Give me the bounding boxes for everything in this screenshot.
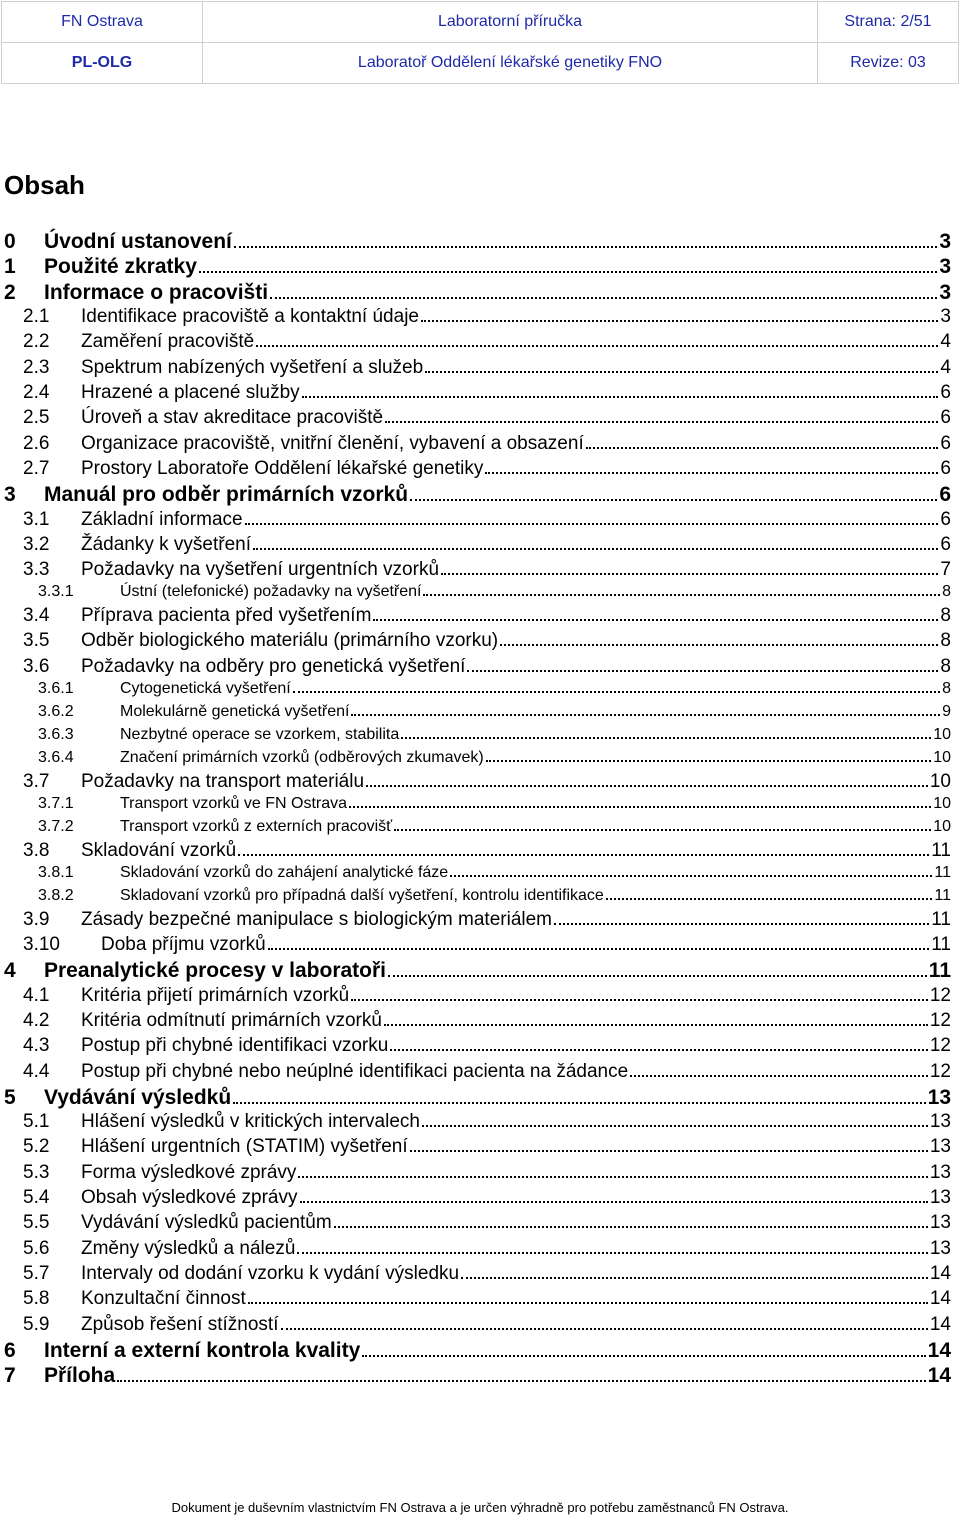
toc-entry[interactable]	[0, 1187, 951, 1209]
toc-entry-page: 12	[929, 984, 951, 1006]
header-code: PL-OLG	[2, 43, 203, 84]
toc-entry[interactable]	[0, 1086, 951, 1110]
toc-entry-number: 3.1	[23, 508, 50, 530]
toc-entry-title: Postup při chybné identifikaci vzorku	[81, 1035, 389, 1057]
toc-leader-dots	[390, 1035, 928, 1051]
toc-leader-dots	[238, 840, 929, 856]
toc-entry[interactable]	[0, 934, 951, 956]
toc-entry-number: 3.6.4	[38, 748, 74, 766]
toc-entry-page: 3	[940, 306, 951, 328]
toc-entry-number: 4	[4, 959, 16, 983]
toc-entry[interactable]	[0, 1060, 951, 1082]
toc-entry-page: 6	[940, 407, 951, 429]
toc-leader-dots	[302, 382, 939, 398]
toc-entry-number: 5.2	[23, 1136, 50, 1158]
toc-entry-number: 2.7	[23, 457, 50, 479]
toc-entry-page: 13	[929, 1161, 951, 1183]
toc-entry[interactable]	[0, 534, 951, 556]
toc-entry-page: 4	[940, 356, 951, 378]
toc-entry-title: Hrazené a placené služby	[81, 382, 300, 404]
toc-entry-number: 3.7.1	[38, 794, 74, 812]
toc-entry-number: 3.7	[23, 770, 50, 792]
toc-entry[interactable]	[0, 959, 951, 983]
toc-entry[interactable]	[0, 281, 951, 305]
toc-leader-dots	[268, 934, 930, 950]
toc-entry-number: 5.5	[23, 1212, 50, 1234]
toc-entry-page: 11	[928, 959, 951, 983]
toc-leader-dots	[351, 984, 928, 1000]
toc-entry-title: Způsob řešení stížností	[81, 1313, 279, 1335]
toc-entry-number: 5.8	[23, 1288, 50, 1310]
toc-entry-number: 2	[4, 280, 16, 304]
toc-entry[interactable]	[0, 1212, 951, 1234]
toc-leader-dots	[500, 630, 938, 646]
toc-entry-title: Použité zkratky	[44, 255, 197, 279]
toc-entry-title: Konzultační činnost	[81, 1288, 246, 1310]
toc-entry[interactable]	[0, 1136, 951, 1158]
toc-entry-title: Požadavky na transport materiálu	[81, 770, 365, 792]
toc-entry-title: Transport vzorků ve FN Ostrava	[120, 794, 348, 812]
toc-entry-number: 3.6.3	[38, 725, 74, 743]
toc-leader-dots	[554, 909, 929, 925]
toc-entry-number: 4.4	[23, 1060, 50, 1082]
toc-entry[interactable]	[0, 1339, 951, 1363]
toc-entry-page: 12	[929, 1035, 951, 1057]
toc-entry[interactable]	[0, 702, 951, 721]
toc-entry[interactable]	[0, 1237, 951, 1259]
toc-entry-number: 3	[4, 483, 16, 506]
toc-entry-title: Úvodní ustanovení	[44, 230, 232, 253]
toc-entry-title: Nezbytné operace se vzorkem, stabilita	[120, 725, 400, 743]
toc-entry-page: 9	[942, 702, 951, 720]
toc-entry[interactable]	[0, 407, 951, 429]
toc-entry[interactable]	[0, 630, 951, 652]
toc-entry-number: 2.1	[23, 306, 50, 328]
toc-entry-number: 3.9	[23, 908, 50, 930]
toc-entry-title: Značení primárních vzorků (odběrových zkumavek)	[120, 748, 484, 766]
toc-entry-title: Informace o pracovišti	[44, 280, 269, 304]
toc-entry-number: 5	[4, 1085, 16, 1109]
toc-entry-title: Forma výsledkové zprávy	[81, 1161, 297, 1183]
toc-entry-number: 3.6.2	[38, 702, 74, 720]
toc-leader-dots	[298, 1162, 927, 1178]
toc-entry[interactable]	[0, 656, 951, 678]
toc-entry-title: Preanalytické procesy v laboratoři	[44, 959, 386, 983]
toc-entry-page: 11	[934, 886, 951, 904]
toc-entry-number: 3.3.1	[38, 582, 74, 600]
toc-entry-title: Organizace pracoviště, vnitřní členění, vybavení a obsazení	[81, 432, 584, 454]
toc-leader-dots	[394, 817, 931, 831]
toc-entry-number: 3.2	[23, 533, 50, 555]
toc-entry-title: Požadavky na odběry pro genetická vyšetření	[81, 655, 466, 677]
toc-leader-dots	[300, 1187, 928, 1203]
toc-leader-dots	[233, 1086, 925, 1104]
toc-entry-title: Základní informace	[81, 508, 243, 530]
toc-entry-title: Zásady bezpečné manipulace s biologickým materiálem	[81, 908, 553, 930]
toc-leader-dots	[366, 771, 928, 787]
toc-leader-dots	[385, 407, 938, 423]
toc-entry-number: 0	[4, 230, 16, 253]
toc-entry-number: 3.8	[23, 839, 50, 861]
toc-entry-title: Hlášení urgentních (STATIM) vyšetření	[81, 1136, 408, 1158]
toc-entry[interactable]	[0, 771, 951, 793]
toc-leader-dots	[586, 432, 939, 448]
toc-entry-title: Úroveň a stav akreditace pracoviště	[81, 407, 384, 429]
toc-entry-number: 3.3	[23, 559, 50, 581]
toc-entry-title: Kritéria přijetí primárních vzorků	[81, 984, 350, 1006]
toc-entry-page: 11	[931, 934, 951, 956]
toc-entry-number: 3.6.1	[38, 679, 74, 697]
toc-entry-page: 14	[929, 1288, 951, 1310]
toc-entry-page: 13	[929, 1136, 951, 1158]
toc-entry-number: 4.1	[23, 984, 50, 1006]
toc-entry-page: 14	[927, 1338, 951, 1362]
header-title: Laboratorní příručka	[203, 2, 818, 43]
footer-note: Dokument je duševním vlastnictvím FN Ostrava a je určen výhradně pro potřebu zaměstnanců FN Ostrava.	[171, 1500, 789, 1515]
header-revision: Revize: 03	[818, 43, 959, 84]
toc-entry-page: 10	[933, 725, 951, 743]
toc-entry[interactable]	[0, 1010, 951, 1032]
toc-entry-page: 4	[940, 331, 951, 353]
toc-leader-dots	[334, 1212, 928, 1228]
toc-entry-page: 3	[939, 230, 951, 253]
header-subtitle: Laboratoř Oddělení lékařské genetiky FNO	[203, 43, 818, 84]
toc-entry-page: 10	[933, 817, 951, 835]
toc-entry-title: Interní a externí kontrola kvality	[44, 1338, 361, 1362]
toc-entry-page: 6	[940, 432, 951, 454]
toc-entry-page: 13	[927, 1085, 951, 1109]
toc-entry-title: Hlášení výsledků v kritických intervalech	[81, 1111, 420, 1133]
toc-leader-dots	[297, 1237, 927, 1253]
toc-entry-title: Obsah výsledkové zprávy	[81, 1187, 298, 1209]
toc-entry-page: 14	[929, 1313, 951, 1335]
toc-entry-page: 13	[929, 1237, 951, 1259]
toc-entry-page: 14	[927, 1363, 951, 1387]
toc-entry-number: 2.2	[23, 331, 50, 353]
toc-entry[interactable]	[0, 984, 951, 1006]
toc-leader-dots	[248, 1288, 928, 1304]
toc-entry-number: 5.4	[23, 1187, 50, 1209]
toc-entry-number: 3.8.1	[38, 863, 74, 881]
toc-leader-dots	[486, 748, 932, 762]
toc-entry-page: 12	[929, 1060, 951, 1082]
toc-entry-title: Vydávání výsledků	[44, 1085, 232, 1109]
toc-entry-number: 5.9	[23, 1313, 50, 1335]
toc-entry-title: Skladování vzorků do zahájení analytické fáze	[120, 863, 449, 881]
toc-leader-dots	[422, 1111, 928, 1127]
toc-entry[interactable]	[0, 357, 951, 379]
toc-entry-title: Postup při chybné nebo neúplné identifikaci pacienta na žádance	[81, 1060, 629, 1082]
toc-entry-title: Vydávání výsledků pacientům	[81, 1212, 332, 1234]
toc-entry-page: 8	[942, 679, 951, 697]
toc-leader-dots	[441, 559, 938, 575]
toc-entry[interactable]	[0, 1111, 951, 1133]
toc-entry[interactable]	[0, 1364, 951, 1388]
toc-entry-title: Spektrum nabízených vyšetření a služeb	[81, 356, 424, 378]
toc-leader-dots	[425, 357, 938, 373]
toc-leader-dots	[606, 886, 933, 900]
toc-entry[interactable]	[0, 748, 951, 767]
toc-entry-number: 2.3	[23, 356, 50, 378]
toc-leader-dots	[362, 1339, 925, 1357]
toc-entry-number: 6	[4, 1338, 16, 1362]
toc-entry-title: Příprava pacienta před vyšetřením	[81, 605, 372, 627]
toc-entry-page: 11	[934, 863, 951, 881]
toc-leader-dots	[199, 256, 937, 274]
toc-entry-page: 8	[940, 605, 951, 627]
toc-entry-page: 8	[940, 630, 951, 652]
toc-entry[interactable]	[0, 508, 951, 530]
toc-leader-dots	[384, 1010, 928, 1026]
toc-entry[interactable]	[0, 230, 951, 254]
toc-entry-number: 4.3	[23, 1035, 50, 1057]
toc-leader-dots	[450, 863, 932, 877]
toc-entry-title: Molekulárně genetická vyšetření	[120, 702, 350, 720]
toc-entry-page: 8	[942, 582, 951, 600]
toc-title: Obsah	[4, 170, 85, 200]
toc-leader-dots	[410, 1136, 928, 1152]
toc-leader-dots	[270, 281, 937, 299]
toc-entry-title: Kritéria odmítnutí primárních vzorků	[81, 1009, 382, 1031]
toc-entry-page: 13	[929, 1111, 951, 1133]
toc-entry-page: 3	[939, 280, 951, 304]
toc-entry-number: 1	[4, 255, 16, 279]
toc-leader-dots	[388, 959, 927, 977]
toc-entry[interactable]	[0, 679, 951, 698]
header-page: Strana: 2/51	[818, 2, 959, 43]
toc-leader-dots	[421, 306, 938, 322]
toc-entry[interactable]	[0, 1035, 951, 1057]
toc-entry[interactable]	[0, 458, 951, 480]
toc-leader-dots	[117, 1364, 925, 1382]
toc-entry-number: 2.5	[23, 407, 50, 429]
toc-entry[interactable]	[0, 1313, 951, 1335]
toc-entry-number: 3.10	[23, 934, 60, 956]
toc-entry[interactable]	[0, 432, 951, 454]
toc-entry[interactable]	[0, 1263, 951, 1285]
toc-leader-dots	[281, 1313, 928, 1329]
toc-entry[interactable]	[0, 331, 951, 353]
toc-entry[interactable]	[0, 886, 951, 905]
toc-entry[interactable]	[0, 1288, 951, 1310]
toc-entry-page: 6	[940, 533, 951, 555]
document-header	[0, 0, 960, 84]
toc-leader-dots	[253, 534, 938, 550]
toc-entry-page: 3	[939, 255, 951, 279]
toc-entry[interactable]	[0, 605, 951, 627]
toc-entry[interactable]	[0, 794, 951, 813]
toc-entry-title: Odběr biologického materiálu (primárního vzorku)	[81, 630, 499, 652]
toc-entry[interactable]	[0, 255, 951, 279]
toc-entry-number: 3.5	[23, 630, 50, 652]
toc-entry[interactable]	[0, 1162, 951, 1184]
toc-entry-page: 6	[940, 457, 951, 479]
toc-entry-number: 5.1	[23, 1111, 50, 1133]
toc-leader-dots	[373, 605, 938, 621]
toc-entry-title: Identifikace pracoviště a kontaktní údaje	[81, 306, 419, 328]
toc-entry-title: Transport vzorků z externích pracovišť	[120, 817, 393, 835]
toc-entry-number: 2.6	[23, 432, 50, 454]
toc-entry-title: Doba příjmu vzorků	[101, 934, 266, 956]
toc-entry-page: 8	[940, 655, 951, 677]
toc-entry-title: Cytogenetická vyšetření	[120, 679, 291, 697]
toc-entry-title: Příloha	[44, 1363, 116, 1387]
toc-entry-number: 5.7	[23, 1262, 50, 1284]
toc-entry[interactable]	[0, 725, 951, 744]
toc-entry-page: 11	[931, 839, 951, 861]
toc-entry-number: 4.2	[23, 1009, 50, 1031]
toc-entry-page: 12	[929, 1009, 951, 1031]
toc-entry-number: 2.4	[23, 382, 50, 404]
toc-entry-title: Skladování vzorků	[81, 839, 237, 861]
toc-entry-title: Zaměření pracoviště	[81, 331, 255, 353]
toc-entry-title: Žádanky k vyšetření	[81, 533, 252, 555]
toc-entry[interactable]	[0, 909, 951, 931]
toc-leader-dots	[485, 458, 938, 474]
toc-entry-title: Intervaly od dodání vzorku k vydání výsledku	[81, 1262, 460, 1284]
toc-leader-dots	[423, 582, 940, 596]
toc-entry-number: 7	[4, 1363, 16, 1387]
toc-entry-title: Manuál pro odběr primárních vzorků	[44, 483, 409, 506]
toc-entry-title: Ústní (telefonické) požadavky na vyšetření	[120, 582, 422, 600]
toc-leader-dots	[234, 230, 937, 248]
toc-entry-page: 6	[940, 508, 951, 530]
toc-entry[interactable]	[0, 817, 951, 836]
toc-entry-page: 14	[929, 1262, 951, 1284]
toc-entry-page: 7	[940, 559, 951, 581]
toc-entry-number: 5.6	[23, 1237, 50, 1259]
toc-leader-dots	[401, 725, 931, 739]
toc-leader-dots	[461, 1263, 928, 1279]
toc-entry-page: 10	[933, 748, 951, 766]
toc-entry-title: Požadavky na vyšetření urgentních vzorků	[81, 559, 440, 581]
toc-leader-dots	[410, 483, 937, 501]
toc-entry-page: 6	[940, 382, 951, 404]
toc-leader-dots	[630, 1060, 928, 1076]
toc-entry[interactable]	[0, 582, 951, 601]
toc-entry-page: 10	[933, 794, 951, 812]
toc-leader-dots	[256, 331, 938, 347]
toc-entry-title: Skladovaní vzorků pro případná další vyšetření, kontrolu identifikace	[120, 886, 604, 904]
toc-entry-number: 3.8.2	[38, 886, 74, 904]
toc-entry-page: 11	[931, 908, 951, 930]
toc-leader-dots	[245, 508, 939, 524]
toc-entry-number: 3.7.2	[38, 817, 74, 835]
toc-entry-page: 13	[929, 1212, 951, 1234]
toc-entry-title: Změny výsledků a nálezů	[81, 1237, 296, 1259]
toc-entry-page: 13	[929, 1187, 951, 1209]
toc-entry[interactable]	[0, 382, 951, 404]
toc-entry-number: 3.4	[23, 605, 50, 627]
toc-entry-title: Prostory Laboratoře Oddělení lékařské genetiky	[81, 457, 484, 479]
toc-leader-dots	[349, 794, 931, 808]
toc-entry[interactable]	[0, 306, 951, 328]
toc-entry-page: 10	[929, 770, 951, 792]
toc-leader-dots	[467, 656, 938, 672]
toc-entry-number: 5.3	[23, 1161, 50, 1183]
toc-entry-page: 6	[939, 483, 951, 506]
header-org: FN Ostrava	[2, 2, 203, 43]
toc-entry-number: 3.6	[23, 655, 50, 677]
toc-leader-dots	[351, 702, 940, 716]
toc-entry[interactable]	[0, 559, 951, 581]
toc-entry[interactable]	[0, 840, 951, 862]
toc-entry[interactable]	[0, 863, 951, 882]
header-table	[1, 1, 959, 84]
toc-leader-dots	[293, 679, 940, 693]
toc-entry[interactable]	[0, 483, 951, 507]
